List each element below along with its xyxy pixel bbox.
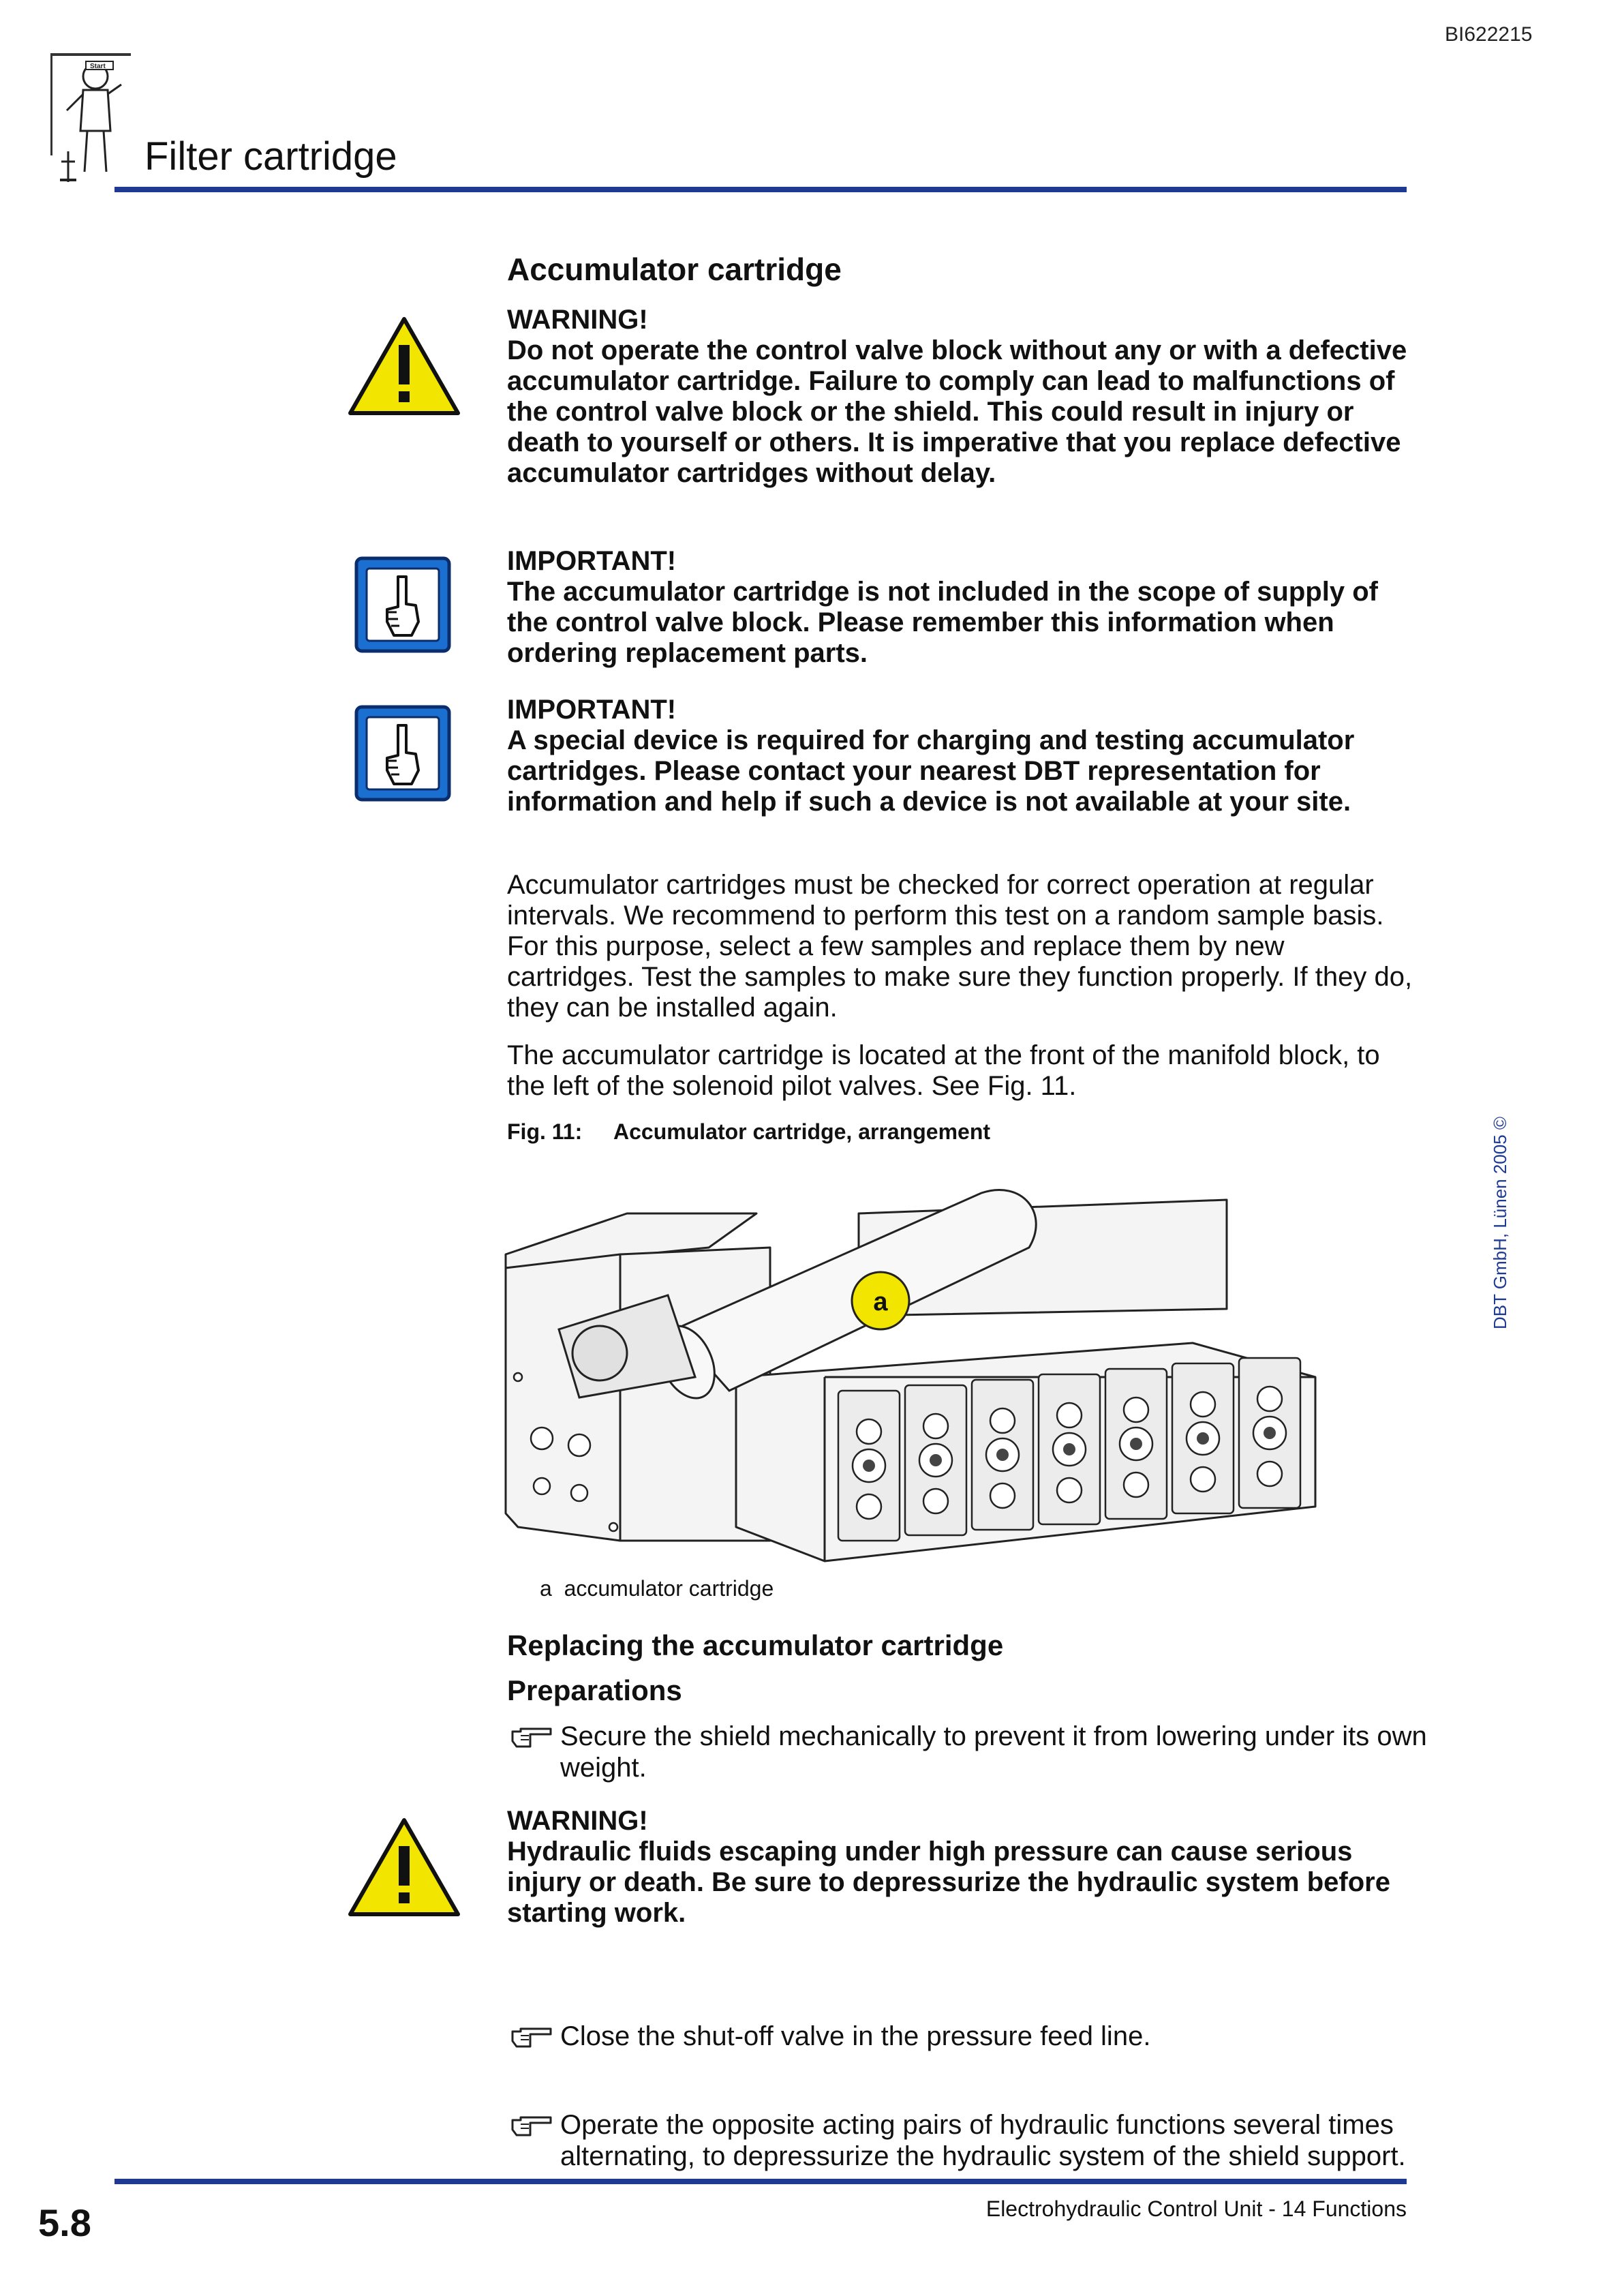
- legend-text: accumulator cartridge: [564, 1576, 774, 1601]
- copyright-notice: DBT GmbH, Lünen 2005 ©: [1490, 1116, 1510, 1329]
- important-label: IMPORTANT!: [507, 546, 677, 576]
- figure-legend: [540, 1576, 1446, 1601]
- warning-label: WARNING!: [507, 1806, 648, 1836]
- pointing-hand-note-icon: [354, 705, 451, 802]
- warning-triangle-icon: [346, 315, 462, 417]
- section-title: Filter cartridge: [144, 134, 397, 179]
- document-id: BI622215: [1445, 23, 1533, 46]
- logo-start-label: Start: [90, 63, 106, 70]
- instruction-step: [507, 2021, 1467, 2052]
- accumulator-cartridge-illustration: [504, 1173, 1322, 1575]
- subheading-replacing: Replacing the accumulator cartridge: [507, 1629, 1004, 1661]
- important-text: A special device is required for charging and testing accumulator cartridges. Please contact your nearest DBT representation for information and help if such a device is not available at your site.: [507, 725, 1355, 817]
- pointing-hand-icon: [511, 1726, 553, 1749]
- figure-caption-text: Accumulator cartridge, arrangement: [613, 1119, 991, 1144]
- body-paragraph: The accumulator cartridge is located at the front of the manifold block, to the left of the solenoid pilot valves. See Fig. 11.: [507, 1040, 1380, 1101]
- footer-rule: [114, 2179, 1407, 2184]
- subheading-preparations: Preparations: [507, 1674, 682, 1706]
- step-text: Secure the shield mechanically to prevent it from lowering under its own weight.: [560, 1721, 1427, 1783]
- header-rule: [114, 187, 1407, 192]
- pointing-hand-note-icon: [354, 556, 451, 653]
- warning-label: WARNING!: [507, 305, 648, 335]
- warning-text: Hydraulic fluids escaping under high pressure can cause serious injury or death. Be sure to depressurize the hydraulic system before starting work.: [507, 1837, 1390, 1928]
- important-label: IMPORTANT!: [507, 695, 677, 725]
- warning-triangle-icon: [346, 1816, 462, 1918]
- figure-number: Fig. 11:: [507, 1119, 583, 1144]
- figure-caption: [507, 1119, 1413, 1145]
- legend-key: a: [540, 1576, 552, 1601]
- step-text: Close the shut-off valve in the pressure feed line.: [560, 2021, 1151, 2051]
- worker-logo-icon: [48, 49, 136, 185]
- important-text: The accumulator cartridge is not included in the scope of supply of the control valve block. Please remember this information when ordering replacement parts.: [507, 577, 1378, 668]
- step-text: Operate the opposite acting pairs of hydraulic functions several times alternating, to depressurize the hydraulic system of the shield support.: [560, 2110, 1406, 2171]
- body-paragraph: Accumulator cartridges must be checked for correct operation at regular intervals. We recommend to perform this test on a random sample basis. For this purpose, select a few samples and replace them by new cartridges. Test the samples to make sure they function properly. If they do, they can be installed again.: [507, 870, 1413, 1023]
- instruction-step: [507, 1721, 1467, 1783]
- pointing-hand-icon: [511, 2115, 553, 2138]
- pointing-hand-icon: [511, 2026, 553, 2049]
- heading-accumulator-cartridge: Accumulator cartridge: [507, 252, 842, 287]
- warning-text: Do not operate the control valve block without any or with a defective accumulator cartridge. Failure to comply can lead to malfunctions of the control valve block or the shield. This could result in injury or death to yourself or others. It is imperative that you replace defective accumulator cartridges without delay.: [507, 335, 1407, 488]
- footer-title: Electrohydraulic Control Unit - 14 Functions: [985, 2196, 1407, 2221]
- instruction-step: [507, 2109, 1467, 2172]
- page-number: 5.8: [38, 2201, 91, 2244]
- figure-callout-a: a: [873, 1288, 888, 1316]
